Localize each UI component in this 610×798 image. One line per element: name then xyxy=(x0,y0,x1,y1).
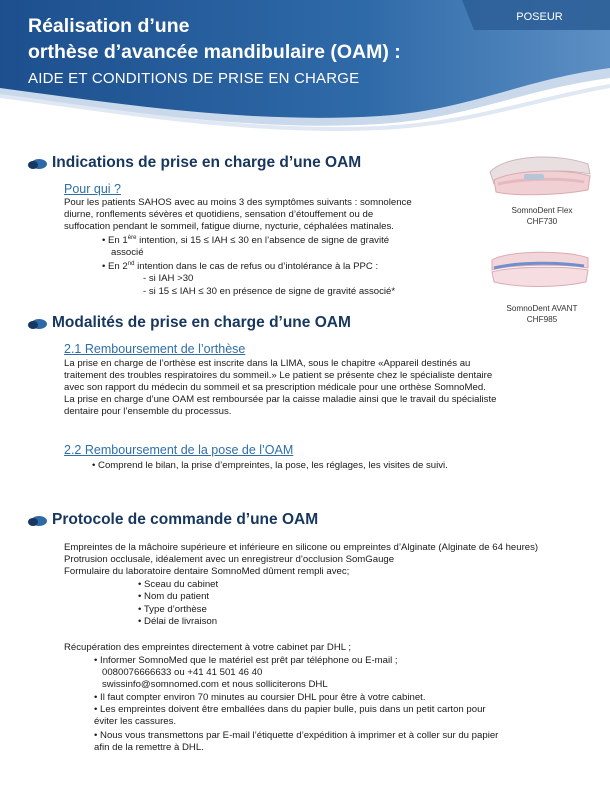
subsection-title-reimbursement-orthesis: 2.1 Remboursement de l’orthèse xyxy=(64,342,246,356)
who-paragraph-line3: suffocation pendant le sommeil, fatigue diurne, nycturie, céphalées matinales. xyxy=(64,221,394,232)
subsection-title-reimbursement-pose: 2.2 Remboursement de la pose de l’OAM xyxy=(64,443,294,457)
dhl-line-cont: éviter les cassures. xyxy=(94,716,177,727)
product-caption-flex: SomnoDent Flex CHF730 xyxy=(511,206,573,226)
form-item: • Nom du patient xyxy=(138,591,210,602)
somnodent-flex-image xyxy=(484,150,596,202)
reimbursement-line2: traitement des troubles respiratoires du sommeil.» Le patient se présente chez le spécialiste dentaire xyxy=(64,370,493,381)
subsection-title-who: Pour qui ? xyxy=(64,182,121,196)
reimbursement-line1: La prise en charge de l’orthèse est inscrite dans la LIMA, sous le chapitre «Appareil destinés au xyxy=(64,358,471,369)
form-item: • Type d’orthèse xyxy=(138,604,207,615)
pill-bullet-icon xyxy=(27,515,47,527)
pill-bullet-icon xyxy=(27,158,47,170)
page-title-line1: Réalisation d’une xyxy=(28,15,190,37)
who-paragraph-line2: diurne, ronflements sévères et quotidiens, sensation d’étouffement ou de xyxy=(64,209,374,220)
page-subtitle: AIDE ET CONDITIONS DE PRISE EN CHARGE xyxy=(28,70,360,87)
reimbursement-line4: La prise en charge d’une OAM est remboursée par la caisse maladie ainsi que le travail du spécialiste xyxy=(64,394,497,405)
dhl-line: • Informer SomnoMed que le matériel est prêt par téléphone ou E-mail ; xyxy=(94,655,398,666)
dhl-phone: 0080076666633 ou +41 41 501 46 40 xyxy=(102,667,263,678)
dhl-intro: Récupération des empreintes directement à votre cabinet par DHL ; xyxy=(64,642,352,653)
indication-sub-1: - si IAH >30 xyxy=(143,273,194,284)
audience-tab: POSEUR xyxy=(516,11,563,23)
protocol-intro-line3: Formulaire du laboratoire dentaire SomnoMed dûment rempli avec; xyxy=(64,566,350,577)
dhl-line-cont: afin de la remettre à DHL. xyxy=(94,742,204,753)
protocol-intro-line1: Empreintes de la mâchoire supérieure et inférieure en silicone ou empreintes d’Alginate (Alginate de 64 heures) xyxy=(64,542,539,553)
form-item: • Délai de livraison xyxy=(138,616,218,627)
section-title-indications: Indications de prise en charge d’une OAM xyxy=(52,154,362,171)
indication-bullet-2: • En 2nd intention dans le cas de refus ou d’intolérance à la PPC : xyxy=(102,260,379,272)
product-caption-avant: SomnoDent AVANT CHF985 xyxy=(506,304,578,324)
dhl-line: • Nous vous transmettons par E-mail l’étiquette d’expédition à imprimer et à coller sur du papier xyxy=(94,730,499,741)
somnodent-avant-image xyxy=(488,246,592,292)
dhl-line: • Il faut compter environ 70 minutes au coursier DHL pour être à votre cabinet. xyxy=(94,692,426,703)
form-item: • Sceau du cabinet xyxy=(138,579,219,590)
indication-sub-2: - si 15 ≤ IAH ≤ 30 en présence de signe de gravité associé* xyxy=(143,286,396,297)
page-title-line2: orthèse d’avancée mandibulaire (OAM) : xyxy=(28,41,401,63)
indication-bullet-1-cont: associé xyxy=(111,247,144,258)
section-title-modalites: Modalités de prise en charge d’une OAM xyxy=(52,314,351,331)
indication-bullet-1: • En 1ère intention, si 15 ≤ IAH ≤ 30 en l’absence de signe de gravité xyxy=(102,234,390,246)
pill-bullet-icon xyxy=(27,318,47,330)
section-title-protocole: Protocole de commande d’une OAM xyxy=(52,511,319,528)
reimbursement-line5: dentaire pour l’ensemble du processus. xyxy=(64,406,232,417)
reimbursement-line3: avec son rapport du médecin du sommeil et sa prescription médicale pour une orthèse SomnoMed. xyxy=(64,382,486,393)
who-paragraph-line1: Pour les patients SAHOS avec au moins 3 des symptômes suivants : somnolence xyxy=(64,197,412,208)
pose-bullet: • Comprend le bilan, la prise d’empreintes, la pose, les réglages, les visites de suivi. xyxy=(92,460,448,471)
dhl-email: swissinfo@somnomed.com et nous solliciterons DHL xyxy=(102,679,328,690)
protocol-intro-line2: Protrusion occlusale, idéalement avec un enregistreur d’occlusion SomGauge xyxy=(64,554,395,565)
dhl-line: • Les empreintes doivent être emballées dans du papier bulle, puis dans un petit carton pour xyxy=(94,704,486,715)
